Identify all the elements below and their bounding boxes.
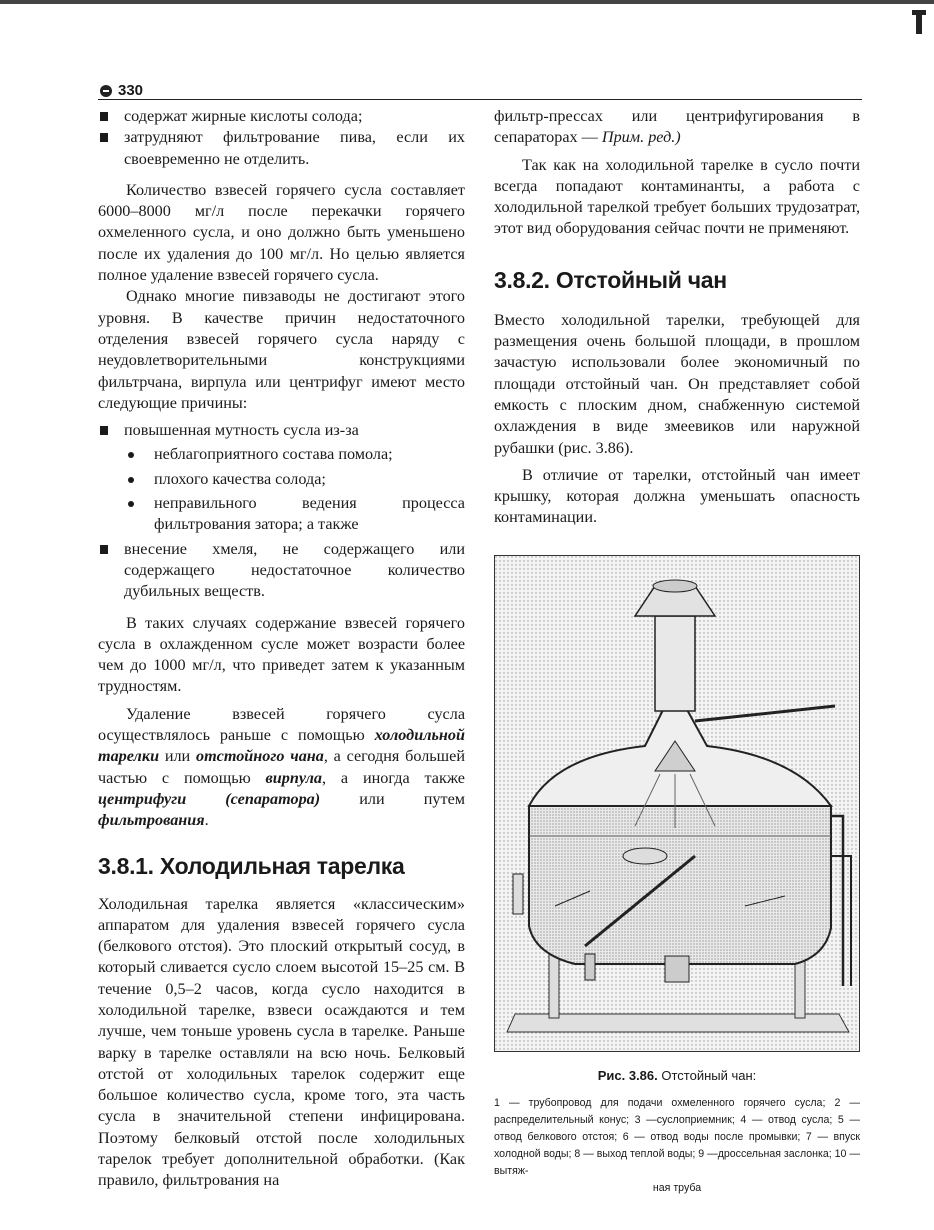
- paragraph: Однако многие пивзаводы не достигают этого уровня. В качестве причин недостаточного отделения взвесей горячего сусла наряду с неудовлетворительными конструкциями фильтрчана, вирпула или центрифуг имеют место следующие причины:: [98, 287, 465, 412]
- paragraph: Вместо холодильной тарелки, требующей для размещения очень большой площади, в прошлом зачастую использовали более экономичный по площади отстойный чан. Он представляет собой емкость с плоским дном, снабженную системой охлаждения в виде змеевиков или наружной рубашки (рис. 3.86).: [494, 310, 860, 457]
- settling-tank-illustration: [495, 556, 859, 1051]
- figure-caption: [494, 1068, 860, 1083]
- figure-legend: [494, 1095, 860, 1197]
- emphasis: вирпула: [265, 768, 323, 787]
- list-item: [98, 420, 465, 535]
- editor-note: Прим. ред.): [601, 128, 681, 147]
- list-item: внесение хмеля, не содержащего или содержащего недостаточное количество дубильных веществ.: [98, 539, 465, 603]
- paragraph: В отличие от тарелки, отстойный чан имеет крышку, которая должна уменьшать опасность контаминации.: [494, 465, 860, 527]
- right-column: [494, 106, 860, 529]
- figure-title: Отстойный чан:: [657, 1068, 757, 1083]
- header-rule: [98, 99, 862, 100]
- top-border-rule: [0, 0, 934, 4]
- sub-list: [98, 444, 465, 535]
- continued-bullet-list: [98, 106, 465, 170]
- emphasis: центрифуги (сепаратора): [98, 789, 321, 808]
- section-heading-3-8-1: 3.8.1. Холодильная тарелка: [98, 852, 405, 879]
- legend-text-end: ная труба: [652, 1182, 702, 1194]
- emphasis: отстойного чана: [195, 747, 324, 766]
- section-heading-3-8-2: 3.8.2. Отстойный чан: [494, 266, 727, 293]
- paragraph: Холодильная тарелка является «классическим» аппаратом для удаления взвесей горячего сусла (белкового отстоя). Это плоский открытый сосуд, в который сливается сусло слоем высотой 15–25 см. В течение 0,5–2 часов, когда сусло находится в холодильной тарелке, взвеси осаждаются и тем лучше, чем тоньше уровень сусла в тарелке. Раньше варку в тарелке оставляли на всю ночь. Белковый отстой от холодильных тарелок содержит еще большое количество сусла, кроме того, эта часть сусла в значительной степени инфицирована. Поэтому белковый отстой после холодильных тарелок требует дополнительной обработки. (Как правило, фильтрования на: [98, 894, 465, 1190]
- page-number-text: 330: [118, 82, 144, 99]
- sub-list-item: плохого качества солода;: [98, 469, 465, 490]
- crop-mark: [912, 4, 926, 34]
- chapter-bullet-icon: [100, 85, 112, 97]
- figure-settling-tank: [494, 555, 860, 1052]
- list-item: содержат жирные кислоты солода;: [98, 106, 465, 127]
- page-number: [100, 82, 143, 99]
- list-item-text: повышенная мутность сусла из-за: [124, 421, 359, 440]
- figure-label: Рис. 3.86.: [597, 1068, 658, 1083]
- left-column: [98, 106, 465, 1192]
- paragraph: Так как на холодильной тарелке в сусло почти всегда попадают контаминанты, а работа с холодильной тарелкой требует больших трудозатрат, этот вид оборудования сейчас почти не применяют.: [494, 155, 860, 238]
- paragraph: Количество взвесей горячего сусла составляет 6000–8000 мг/л после перекачки горячего охмеленного сусла, и оно должно быть уменьшено после их удаления до 100 мг/л. Но целью является полное удаление взвесей горячего сусла.: [98, 180, 465, 285]
- emphasis: холодильной тарелки: [98, 726, 465, 766]
- sub-list-item: неблагоприятного состава помола;: [98, 444, 465, 465]
- paragraph: фильтр-прессах или центрифугирования в сепараторах — Прим. ред.): [494, 107, 860, 147]
- paragraph: Удаление взвесей горячего сусла осуществлялось раньше с помощью холодильной тарелки или отстойного чана, а сегодня большей частью с помощью вирпула, а иногда также центрифуги (сепаратора) или путем фильтрования.: [98, 704, 466, 830]
- sub-list-item: неправильного ведения процесса фильтрования затора; а также: [98, 493, 465, 536]
- paragraph: В таких случаях содержание взвесей горячего сусла в охлажденном сусле может возрасти более чем до 1000 мг/л, что приведет затем к указанным трудностям.: [98, 613, 465, 696]
- list-item: затрудняют фильтрование пива, если их своевременно не отделить.: [98, 127, 465, 170]
- legend-text: 1 — трубопровод для подачи охмеленного горячего сусла; 2 — распределительный конус; 3 —суслоприемник; 4 — отвод сусла; 5 — отвод белкового отстоя; 6 — отвод воды после промывки; 7 — впуск холодной воды; 8 — выход теплой воды; 9 —дроссельная заслонка; 10 — вытяж-: [494, 1097, 860, 1177]
- emphasis: фильтрования: [98, 811, 205, 830]
- reasons-list: [98, 420, 465, 602]
